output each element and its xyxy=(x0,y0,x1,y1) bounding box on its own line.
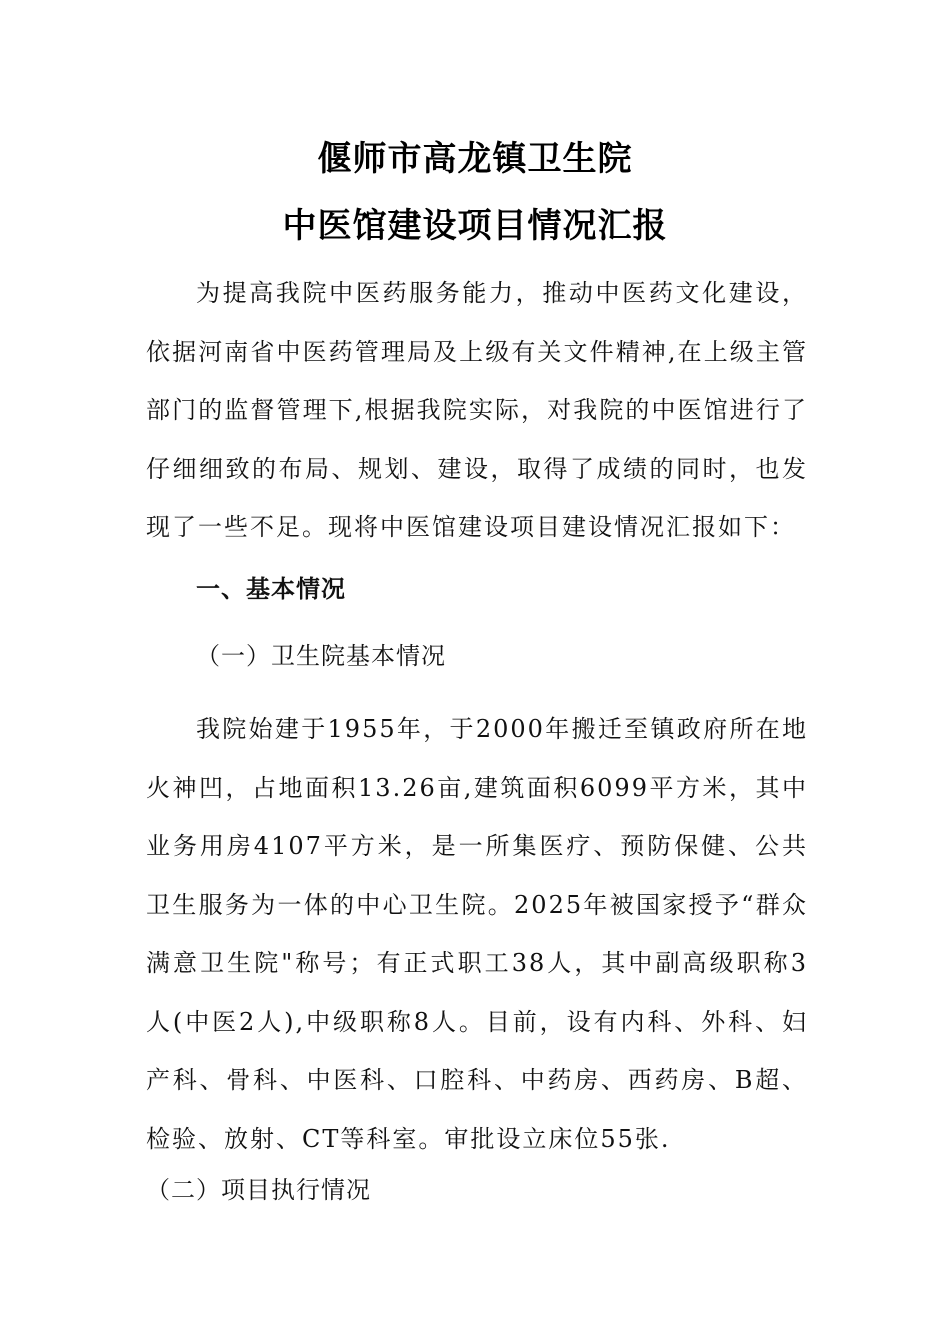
hospital-basics-paragraph: 我院始建于1955年，于2000年搬迁至镇政府所在地火神凹，占地面积13.26亩,建筑面积6099平方米，其中业务用房4107平方米，是一所集医疗、预防保健、公共卫生服务为一体的中心卫生院。2025年被国家授予“群众满意卫生院"称号；有正式职工38人，其中副高级职称3人(中医2人),中级职称8人。目前，设有内科、外科、妇产科、骨科、中医科、口腔科、中药房、西药房、B超、检验、放射、CT等科室。审批设立床位55张. xyxy=(146,715,808,1153)
subsection-heading-hospital-basics: （一）卫生院基本情况 xyxy=(196,642,446,670)
intro-paragraph: 为提高我院中医药服务能力，推动中医药文化建设，依据河南省中医药管理局及上级有关文件精神,在上级主管部门的监督管理下,根据我院实际，对我院的中医馆进行了仔细细致的布局、规划、建设，取得了成绩的同时，也发现了一些不足。现将中医馆建设项目建设情况汇报如下： xyxy=(146,279,808,541)
section-heading-basic-info: 一、基本情况 xyxy=(196,575,346,603)
document-title-line-1: 偃师市高龙镇卫生院 xyxy=(317,139,633,179)
subsection-heading-project-execution: （二）项目执行情况 xyxy=(146,1176,371,1204)
document-title-line-2: 中医馆建设项目情况汇报 xyxy=(282,206,668,246)
